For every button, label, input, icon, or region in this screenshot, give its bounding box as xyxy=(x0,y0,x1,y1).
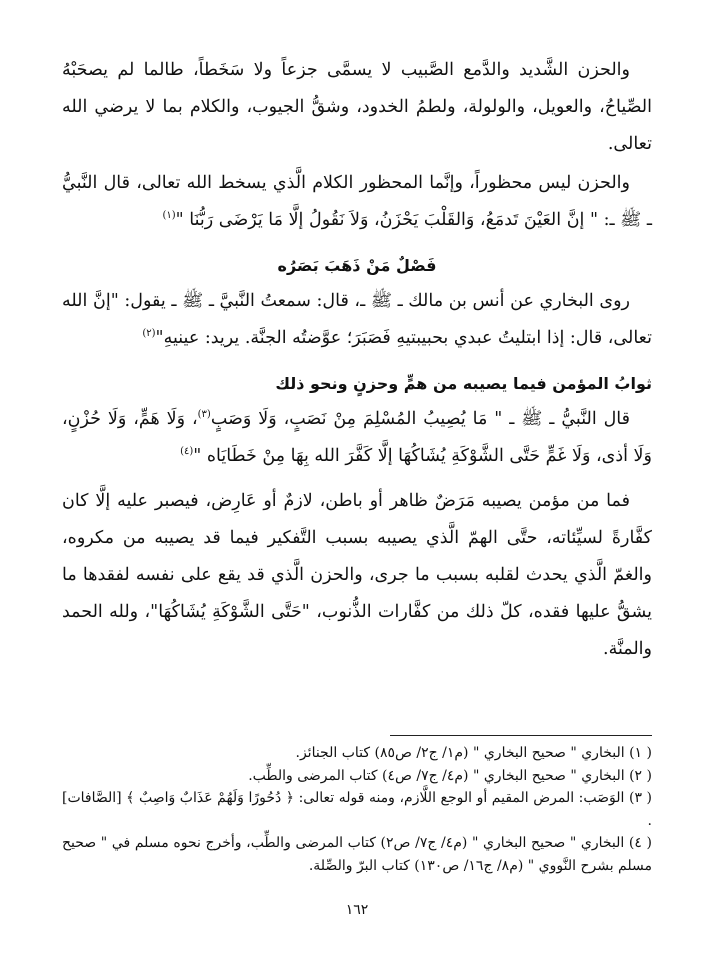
paragraph-lost-sight-text: روى البخاري عن أنس بن مالك ـ ﷺ ـ، قال: سمعتُ النَّبيَّ ـ ﷺ ـ يقول: "إنَّ الله تعالى، قال: إذا ابتليتُ عبدي بحبيبتيهِ فَصَبَرَ؛ عوَّضتُه الجنَّة. يريد: عينيهِ" xyxy=(62,291,652,348)
section-heading-believer-reward: ثوابُ المؤمن فيما يصيبه من همٍّ وحزنٍ ونحو ذلك xyxy=(275,374,652,393)
paragraph-forbidden-speech-text: والحزن ليس محظوراً، وإنَّما المحظور الكلام الَّذي يسخط الله تعالى، قال النَّبيُّ ـ ﷺ ـ: xyxy=(62,173,652,230)
footnote-ref-3: (٣) xyxy=(197,409,211,421)
footnote-separator xyxy=(390,735,652,736)
footnote-4: ( ٤) البخاري " صحيح البخاري " (م٤/ ج٧/ ص٢) كتاب المرضى والطِّب، وأخرج نحوه مسلم في " صحيح مسلم بشرح النَّووي " (م٨/ ج١٦/ ص١٣٠) كتاب البرّ والصِّلة. xyxy=(62,835,652,874)
hadith-afflictions-part2: ، وَلَا هَمٍّ، وَلَا حُزْنٍ، وَلَا أذى، وَلَا غَمٍّ حَتَّى الشَّوْكَةِ يُشَاكُهَا إلَّا كَفَّرَ الله بِهَا مِنْ خَطَايَاه " xyxy=(62,409,652,466)
paragraph-grief: والحزن الشَّديد والدَّمع الصَّبيب لا يسمَّى جزعاً ولا سَخَطاً، طالما لم يصحَبْهُ الصِّياحُ، والعويل، والولولة، ولطمُ الخدود، وشقُّ الجيوب، والكلام بما لا يرضي الله تعالى. xyxy=(62,60,652,154)
footnotes xyxy=(62,742,652,877)
paragraph-hadith-afflictions xyxy=(62,401,652,475)
footnote-ref-2: (٢) xyxy=(142,328,156,340)
paragraph-forbidden-speech xyxy=(62,165,652,239)
paragraph-lost-sight xyxy=(62,283,652,357)
hadith-quote-eye-tears: " إنَّ العَيْنَ تَدمَعُ، وَالقَلْبَ يَحْزَنُ، وَلاَ نَقُولُ إلَّا مَا يَرْضَى رَبُّنَا " xyxy=(175,210,599,230)
paragraph-expiation: فما من مؤمن يصيبه مَرَضٌ ظاهر أو باطن، لازمٌ أو عَارِض، فيصبر عليه إلَّا كان كفَّارةً لسيِّئاته، حتَّى الهمّ الَّذي يصيبه بسبب التَّفكير فيما قد يصيبه من مكروه، والغمّ الَّذي يحدث لقلبه بسبب ما جرى، والحزن الَّذي قد يقع على نفسه لفقدها ما يشقُّ عليها فقده، كلّ ذلك من كفَّارات الذُّنوب، "حَتَّى الشَّوْكَةِ يُشَاكُهَا"، ولله الحمد والمنَّة. xyxy=(62,491,652,659)
hadith-afflictions-part1: قال النَّبيُّ ـ ﷺ ـ " مَا يُصِيبُ المُسْلِمَ مِنْ نَصَبٍ، وَلَا وَصَبٍ xyxy=(210,409,630,429)
book-page xyxy=(62,52,652,957)
footnote-3: ( ٣) الوَصَب: المرض المقيم أو الوجع اللَّازم، ومنه قوله تعالى: ﴿ دُحُورًا وَلَهُمْ عَذَابٌ وَاصِبٌ ﴾ [الصَّافات] . xyxy=(62,790,652,829)
page-number: ١٦٢ xyxy=(345,902,369,918)
footnote-ref-4: (٤) xyxy=(180,446,194,458)
section-heading-lost-sight: فَصْلٌ مَنْ ذَهَبَ بَصَرُه xyxy=(277,256,437,275)
footnote-1: ( ١) البخاري " صحيح البخاري " (م١/ ج٢/ ص٨٥) كتاب الجنائز. xyxy=(295,745,652,761)
footnote-ref-1: (١) xyxy=(162,210,176,222)
footnote-2: ( ٢) البخاري " صحيح البخاري " (م٤/ ج٧/ ص٤) كتاب المرضى والطِّب. xyxy=(248,767,652,784)
